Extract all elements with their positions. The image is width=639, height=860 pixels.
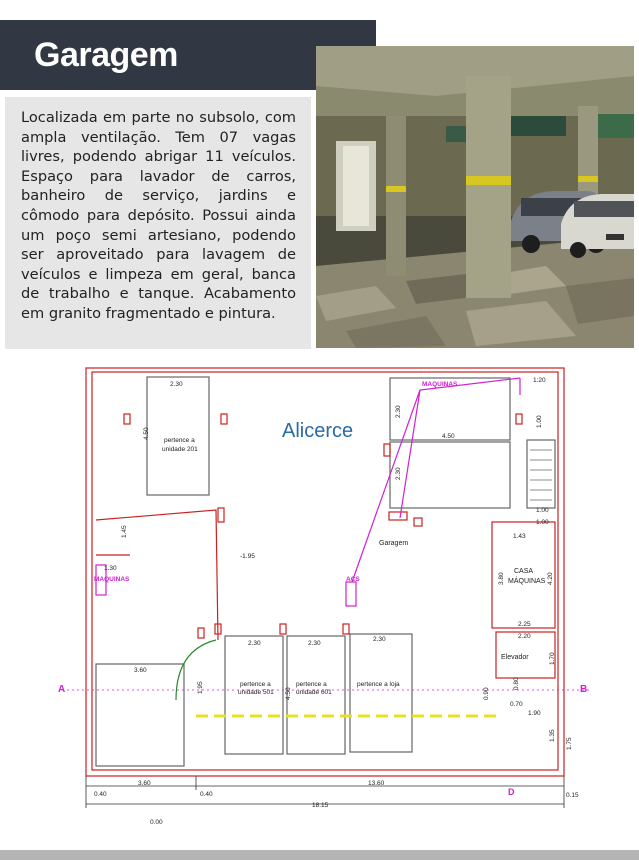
label-maquinas-left: MAQUINAS xyxy=(94,576,130,583)
cut-d: D xyxy=(508,787,515,797)
level-mark: -1.95 xyxy=(240,553,255,560)
label-pertence-601b: unidade 601 xyxy=(296,689,332,696)
cut-b: B xyxy=(580,684,588,695)
dim-230a: 2.30 xyxy=(170,381,183,388)
label-acs: ACS xyxy=(346,576,360,583)
dim-145: 1.45 xyxy=(121,525,128,538)
dim-1360: 13.60 xyxy=(368,780,385,787)
label-elevador: Elevador xyxy=(501,654,529,661)
dim-1815: 18.15 xyxy=(312,802,329,809)
dim-360: 3.60 xyxy=(134,667,147,674)
label-pertence-201b: unidade 201 xyxy=(162,446,198,453)
label-pertence-501b: unidade 501 xyxy=(238,689,274,696)
dim-230c: 2.30 xyxy=(395,467,402,480)
label-pertence-loja: pertence a loja xyxy=(357,681,400,688)
page-title: Garagem xyxy=(34,36,178,74)
alicerce-logo: Alicerce xyxy=(282,420,354,442)
dim-450c: 4.50 xyxy=(285,687,292,700)
dim-220: 2.20 xyxy=(518,633,531,640)
label-maquinas-top: MAQUINAS xyxy=(422,381,458,388)
dim-380: 3.80 xyxy=(498,572,505,585)
description-text: Localizada em parte no subsolo, com ampla ventilação. Tem 07 vagas livres, podendo abrigar 11 veículos. Espaço para lavador de carros, banheiro de serviço, jardins e cômodo para depósito. Possui ainda um poço semi artesiano, podendo ser aproveitado para lavagem de veículos e limpeza em geral, banca de trabalho e tanque. Acabamento em granito fragmentado e pintura. xyxy=(21,109,296,322)
label-casa: CASA xyxy=(514,568,534,575)
dim-230f: 2.30 xyxy=(373,636,386,643)
dim-070: 0.70 xyxy=(510,701,523,708)
dim-080: 0.80 xyxy=(513,677,520,690)
dim-130: 1.30 xyxy=(104,565,117,572)
dim-195: 1.95 xyxy=(197,681,204,694)
dim-100a: 1.00 xyxy=(536,415,543,428)
dim-135: 1.35 xyxy=(549,729,556,742)
label-pertence-601: pertence a xyxy=(296,681,327,688)
dim-420: 4.20 xyxy=(547,572,554,585)
dim-175: 1.75 xyxy=(566,737,573,750)
floor-plan xyxy=(40,360,612,835)
dim-230e: 2.30 xyxy=(308,640,321,647)
label-pertence-501: pertence a xyxy=(240,681,271,688)
dim-360b: 3.60 xyxy=(138,780,151,787)
label-garagem: Garagem xyxy=(379,540,409,547)
dim-450b: 4.50 xyxy=(442,433,455,440)
dim-190: 1.90 xyxy=(528,710,541,717)
label-maquinas-casa: MÁQUINAS xyxy=(508,578,546,585)
cut-a: A xyxy=(58,684,66,695)
footer-bar xyxy=(0,850,639,860)
dim-040l: 0.40 xyxy=(94,791,107,798)
dim-143: 1.43 xyxy=(513,533,526,540)
label-pertence-201: pertence a xyxy=(164,437,195,444)
dim-120: 1:20 xyxy=(533,377,546,384)
dim-100b: 1.00 xyxy=(536,507,549,514)
dim-100c: 1.00 xyxy=(536,519,549,526)
dim-230d: 2.30 xyxy=(248,640,261,647)
dim-090: 0.90 xyxy=(483,687,490,700)
dim-225: 2.25 xyxy=(518,621,531,628)
dim-170: 1.70 xyxy=(549,652,556,665)
dim-230b: 2.30 xyxy=(395,405,402,418)
dim-450a: 4.50 xyxy=(143,427,150,440)
garage-photo xyxy=(316,46,634,348)
dim-015: 0.15 xyxy=(566,792,579,799)
level-mark-2: 0.00 xyxy=(150,819,163,826)
dim-040m: 0.40 xyxy=(200,791,213,798)
